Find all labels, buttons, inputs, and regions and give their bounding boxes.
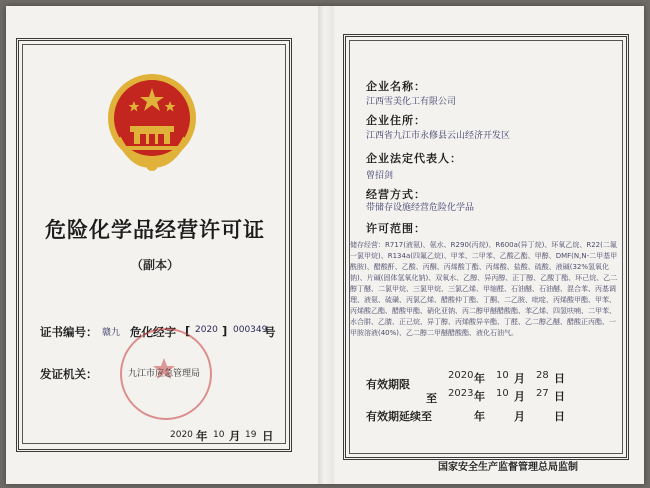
mode-label: 经营方式： [366, 188, 426, 201]
issue-date-day-unit: 日 [262, 429, 274, 443]
cert-no-label: 证书编号： [40, 325, 98, 339]
company-name-label: 企业名称： [366, 80, 426, 93]
issue-date-year: 2020 [170, 430, 193, 440]
footer-issuer: 国家安全生产监督管理总局监制 [438, 462, 578, 473]
cert-no-number: 000349 [233, 325, 268, 335]
company-name: 江西雪美化工有限公司 [366, 97, 457, 107]
issuer-value: 九江市应急管理局 [128, 369, 201, 379]
issue-date-year-unit: 年 [196, 429, 208, 443]
valid-from-month: 10 [496, 370, 509, 381]
valid-from-month-unit: 月 [514, 372, 525, 385]
valid-from-year-unit: 年 [474, 372, 485, 385]
cert-no-prefix: 赣九 [102, 328, 121, 338]
issue-date-month: 10 [213, 430, 225, 440]
valid-to-day-unit: 日 [554, 390, 565, 403]
valid-label: 有效期限 [366, 378, 410, 391]
valid-to-month-unit: 月 [514, 390, 525, 403]
valid-from-day-unit: 日 [554, 372, 565, 385]
valid-to-year: 2023 [448, 388, 474, 399]
cert-no-bracket-close: ] [222, 324, 228, 338]
extended-label: 有效期延续至 [366, 410, 432, 423]
scope-label: 许可范围： [366, 222, 426, 235]
legal-rep: 曾招剑 [366, 171, 394, 181]
valid-from-year: 2020 [448, 370, 474, 381]
extended-day-unit: 日 [554, 410, 565, 423]
address: 江西省九江市永修县云山经济开发区 [366, 131, 511, 141]
valid-to-label: 至 [426, 392, 437, 405]
scope-text: 储存经营：R717(液氨)、氨水、R290(丙烷)、R600a(异丁烷)、环氧乙烷、R22(二氟一氯甲烷)、R134a(四氟乙烷)、甲苯、二甲苯、乙酸乙酯、甲醇、DMF(N,N-二甲基甲酰胺)、醋酸酐、乙酸、丙酮、丙烯酸丁酯、丙烯酸、盐酸、硫酸、液碱(32%氢氧化钠)、片碱(固体氢氧化钠)、双氧水、乙醇、异丙醇、正丁醇、乙酸丁酯、环己烷、乙二醇丁醚、二氯甲烷、三氯甲烷、三氯乙烯、甲缩醛、石油醚、石油醚、混合苯、丙基调理、液氨、硫磺、丙氯乙烯、醋酸仲丁酯、丁酮、二乙胺、吡啶、丙烯酸甲酯、甲苯、丙烯酸乙酯、醋酸甲酯、硝化亚钠、丙二醇甲醚醋酸酯、苯乙烯、四氢呋喃、二甲苯、水合肼、乙腈、正己烷、异丁醇、丙烯酸异辛酯、丁醛、乙二醇乙醚、醋酸正丙酯、一甲胺溶液(40%)、乙二醇二甲醚醋酸酯、液化石油气。 [350, 241, 618, 337]
valid-to-year-unit: 年 [474, 390, 485, 403]
valid-from-day: 28 [536, 370, 549, 381]
valid-to-month: 10 [496, 388, 509, 399]
issue-date-month-unit: 月 [229, 429, 241, 443]
page-fold [318, 6, 334, 484]
issuer-label: 发证机关： [40, 367, 98, 381]
extended-year-unit: 年 [474, 410, 485, 423]
extended-month-unit: 月 [514, 410, 525, 423]
cert-no-year: 2020 [195, 325, 218, 335]
certificate-subtitle: （副本） [130, 258, 179, 272]
mode: 带储存设施经营危险化学品 [366, 203, 475, 213]
cert-no-bracket-open: [ [185, 324, 191, 338]
valid-to-day: 27 [536, 388, 549, 399]
certificate-title: 危险化学品经营许可证 [45, 217, 265, 242]
address-label: 企业住所： [366, 114, 426, 127]
issue-date-day: 19 [245, 430, 257, 440]
cert-no-suffix: 号 [264, 325, 276, 339]
legal-rep-label: 企业法定代表人： [366, 152, 462, 165]
national-emblem-icon [104, 68, 200, 172]
cert-no-type: 危化经字 [130, 325, 176, 339]
